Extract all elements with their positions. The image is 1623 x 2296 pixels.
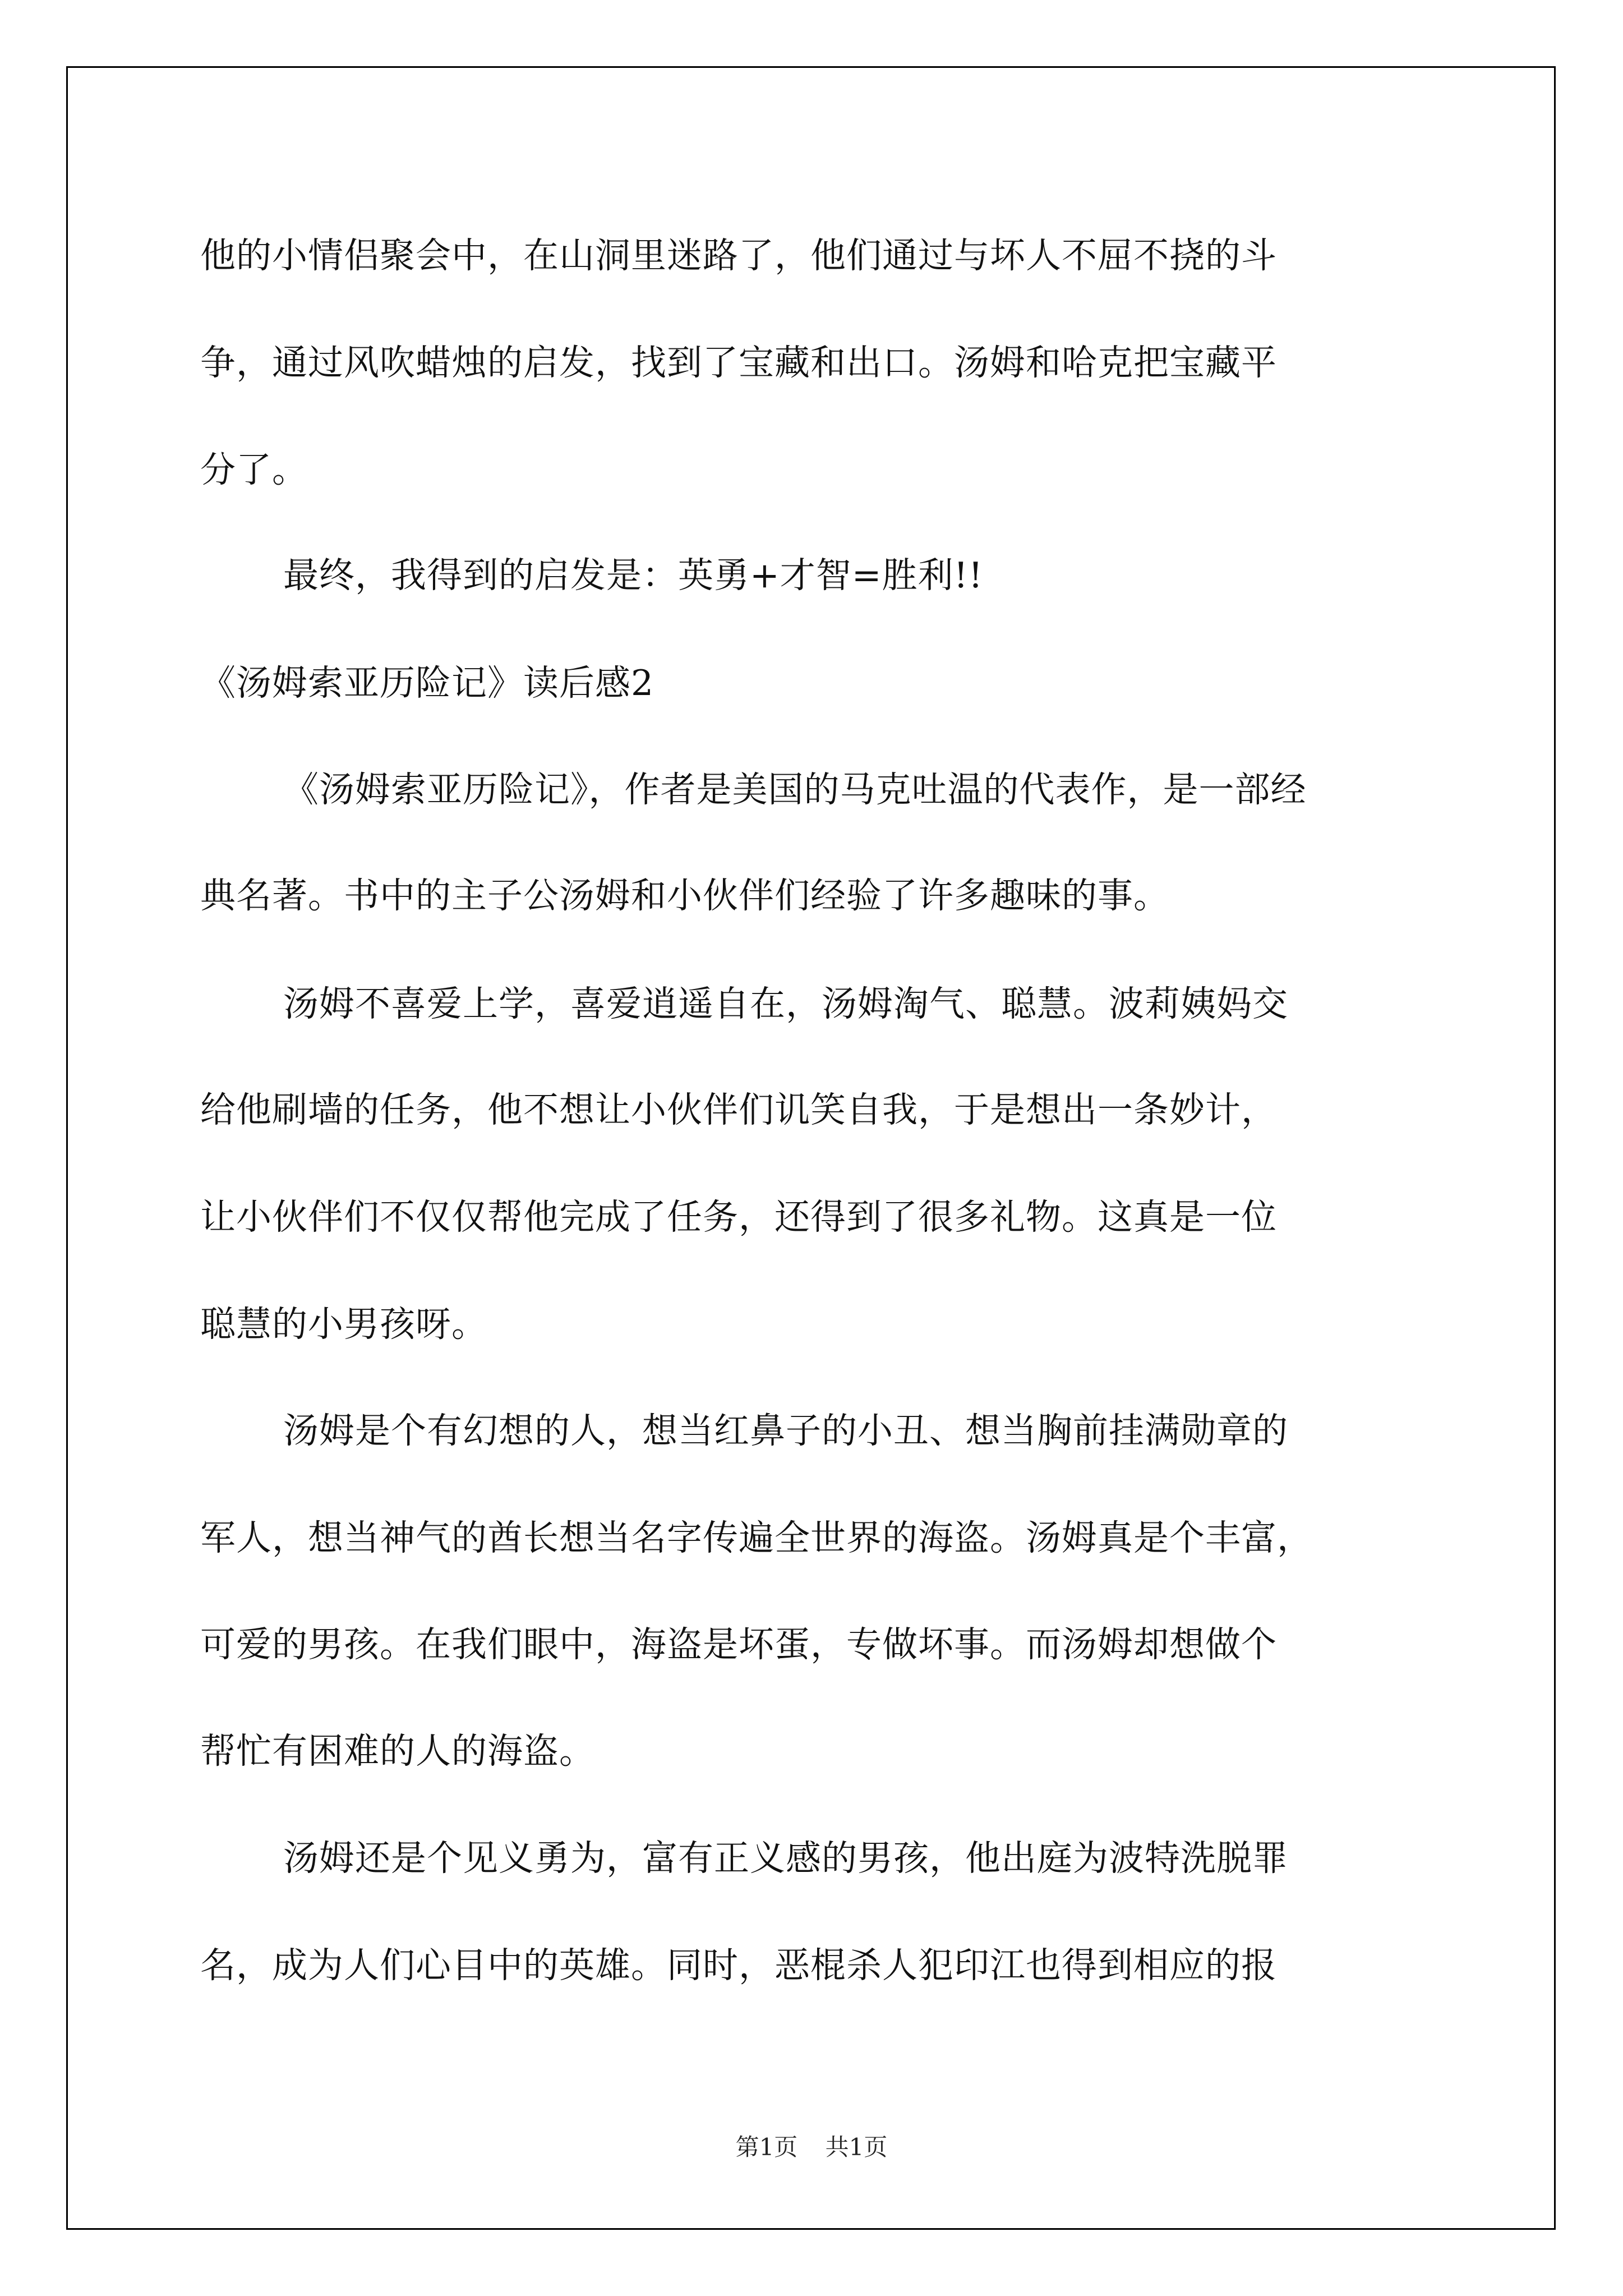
text-line: 分了。: [200, 449, 308, 490]
text-line: 他的小情侣聚会中，在山洞里迷路了，他们通过与坏人不屈不挠的斗: [200, 235, 1277, 276]
text-line: 典名著。书中的主子公汤姆和小伙伴们经验了许多趣味的事。: [200, 875, 1169, 916]
text-line: 争，通过风吹蜡烛的启发，找到了宝藏和出口。汤姆和哈克把宝藏平: [200, 342, 1277, 383]
text-line: 汤姆还是个见义勇为，富有正义感的男孩，他出庭为波特洗脱罪: [283, 1838, 1288, 1879]
page-border: [66, 66, 1556, 2230]
text-line: 《汤姆索亚历险记》，作者是美国的马克吐温的代表作，是一部经: [283, 769, 1307, 810]
text-line: 聪慧的小男孩呀。: [200, 1304, 487, 1345]
text-line: 汤姆不喜爱上学，喜爱逍遥自在，汤姆淘气、聪慧。波莉姨妈交: [283, 983, 1288, 1024]
page-number: 第1页: [735, 2133, 798, 2161]
page-total: 共1页: [825, 2133, 888, 2161]
text-line: 汤姆是个有幻想的人，想当红鼻子的小丑、想当胸前挂满勋章的: [283, 1410, 1288, 1451]
text-line: 让小伙伴们不仅仅帮他完成了任务，还得到了很多礼物。这真是一位: [200, 1197, 1277, 1237]
text-line: 帮忙有困难的人的海盗。: [200, 1731, 595, 1772]
text-line: 最终，我得到的启发是：英勇+才智=胜利!!: [283, 555, 984, 596]
text-line: 可爱的男孩。在我们眼中，海盗是坏蛋，专做坏事。而汤姆却想做个: [200, 1624, 1277, 1665]
page-footer: [0, 2133, 1623, 2161]
text-line: 军人，想当神气的酋长想当名字传遍全世界的海盗。汤姆真是个丰富，: [200, 1517, 1313, 1558]
text-line: 给他刷墙的任务，他不想让小伙伴们讥笑自我，于是想出一条妙计，: [200, 1089, 1277, 1130]
section-heading: 《汤姆索亚历险记》读后感2: [200, 662, 654, 703]
text-line: 名，成为人们心目中的英雄。同时，恶棍杀人犯印江也得到相应的报: [200, 1945, 1277, 1986]
